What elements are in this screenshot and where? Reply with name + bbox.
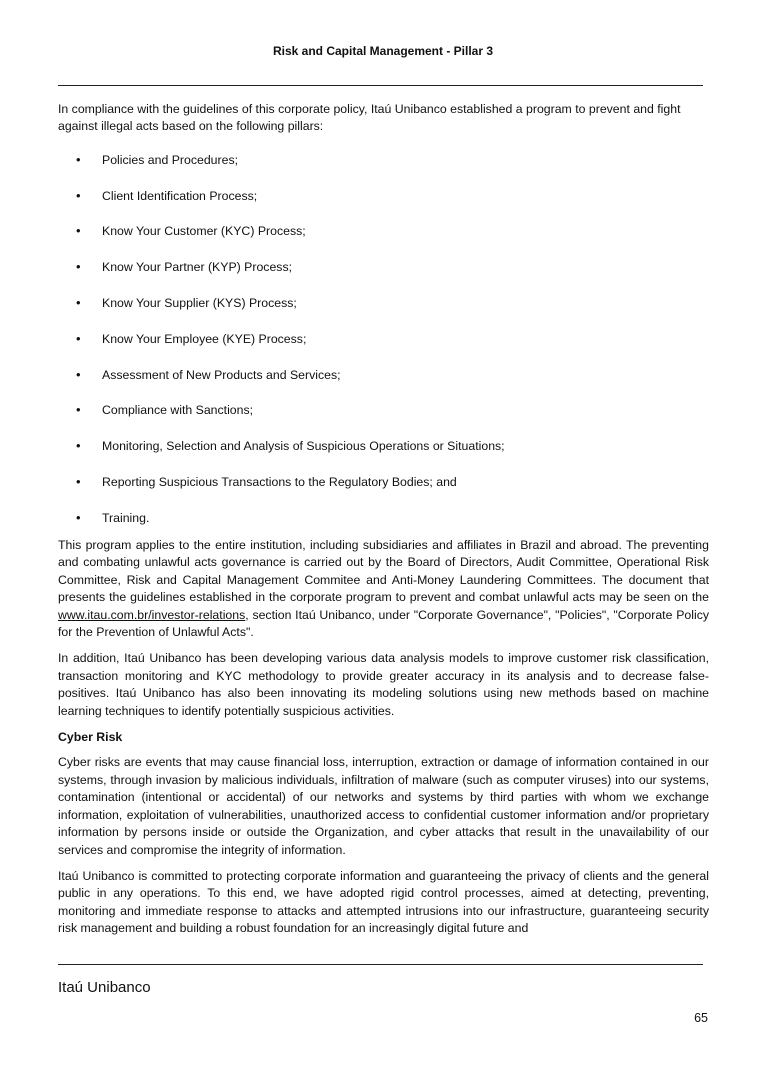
list-item xyxy=(58,152,709,169)
list-item-text: Know Your Customer (KYC) Process; xyxy=(102,224,306,239)
document-body xyxy=(58,101,709,947)
list-item xyxy=(58,259,709,276)
list-item xyxy=(58,223,709,240)
list-item xyxy=(58,295,709,312)
list-item xyxy=(58,510,709,527)
bullet-icon: • xyxy=(76,294,81,310)
cyber-risk-heading: Cyber Risk xyxy=(58,730,123,745)
program-text-before-link: This program applies to the entire institution, including subsidiaries and affiliates in Brazil and abroad. The preventing and combating unlawful acts governance is carried out by the Board of Directors, Audit Committee, Operational Risk Committee, Risk and Capital Management Commitee and Anti-Money Laundering Committees. The document that presents the guidelines established in the corporate program to prevent and combat unlawful acts may be seen on the xyxy=(58,538,709,605)
bullet-icon: • xyxy=(76,509,81,525)
bullet-icon: • xyxy=(76,187,81,203)
bullet-icon: • xyxy=(76,438,81,454)
list-item-text: Know Your Partner (KYP) Process; xyxy=(102,260,293,275)
list-item-text: Know Your Supplier (KYS) Process; xyxy=(102,295,297,310)
list-item xyxy=(58,402,709,419)
list-item xyxy=(58,188,709,205)
list-item-text: Monitoring, Selection and Analysis of Suspicious Operations or Situations; xyxy=(102,439,505,454)
bullet-icon: • xyxy=(76,330,81,346)
list-item-text: Know Your Employee (KYE) Process; xyxy=(102,331,307,346)
program-scope-paragraph xyxy=(58,537,709,641)
list-item-text: Assessment of New Products and Services; xyxy=(102,367,341,382)
list-item xyxy=(58,367,709,384)
pillars-list xyxy=(58,152,709,527)
list-item-text: Policies and Procedures; xyxy=(102,152,239,167)
bullet-icon: • xyxy=(76,223,81,239)
bullet-icon: • xyxy=(76,259,81,275)
program-text-after-link: , section Itaú Unibanco, under "Corporate Governance", "Policies", "Corporate Policy for the Prevention of Unlawful Acts". xyxy=(58,607,709,640)
page-header-title: Risk and Capital Management - Pillar 3 xyxy=(272,44,494,58)
cyber-risk-definition-paragraph: Cyber risks are events that may cause financial loss, interruption, extraction or damage of information contained in our systems, through invasion by malicious individuals, infiltration of malware (such as computer viruses) into our systems, contamination (intentional or accidental) of our networks and systems by third parties with whom we exchange information, exploitation of vulnerabilities, unauthorized access to confidential customer information and/or proprietary information by persons inside or outside the Organization, and cyber attacks that result in the unavailability of our services and compromise the integrity of information. xyxy=(58,755,709,857)
footer-divider xyxy=(58,964,703,965)
bullet-icon: • xyxy=(76,151,81,167)
list-item xyxy=(58,331,709,348)
list-item-text: Reporting Suspicious Transactions to the Regulatory Bodies; and xyxy=(102,474,457,489)
bullet-icon: • xyxy=(76,473,81,489)
footer-brand: Itaú Unibanco xyxy=(58,979,151,996)
data-analysis-paragraph: In addition, Itaú Unibanco has been developing various data analysis models to improve customer risk classification, transaction monitoring and KYC methodology to provide greater accuracy in its analysis and to decrease false-positives. Itaú Unibanco has also been innovating its modeling solutions using new methods based on machine learning techniques to identify potentially suspicious activities. xyxy=(58,651,709,718)
list-item-text: Compliance with Sanctions; xyxy=(102,403,254,418)
list-item-text: Client Identification Process; xyxy=(102,188,258,203)
bullet-icon: • xyxy=(76,366,81,382)
list-item xyxy=(58,474,709,491)
page-number: 65 xyxy=(694,1011,708,1025)
header-divider xyxy=(58,85,703,86)
bullet-icon: • xyxy=(76,402,81,418)
investor-relations-link[interactable]: www.itau.com.br/investor-relations xyxy=(58,607,246,622)
list-item-text: Training. xyxy=(102,510,150,525)
intro-paragraph: In compliance with the guidelines of this corporate policy, Itaú Unibanco established a program to prevent and fight against illegal acts based on the following pillars: xyxy=(58,102,681,134)
cyber-risk-commitment-paragraph: Itaú Unibanco is committed to protecting corporate information and guaranteeing the privacy of clients and the general public in any operations. To this end, we have adopted rigid control processes, aimed at detecting, preventing, monitoring and immediate response to attacks and attempted intrusions into our infrastructure, guaranteeing security risk management and building a robust foundation for an increasingly digital future and xyxy=(58,868,709,936)
list-item xyxy=(58,438,709,455)
